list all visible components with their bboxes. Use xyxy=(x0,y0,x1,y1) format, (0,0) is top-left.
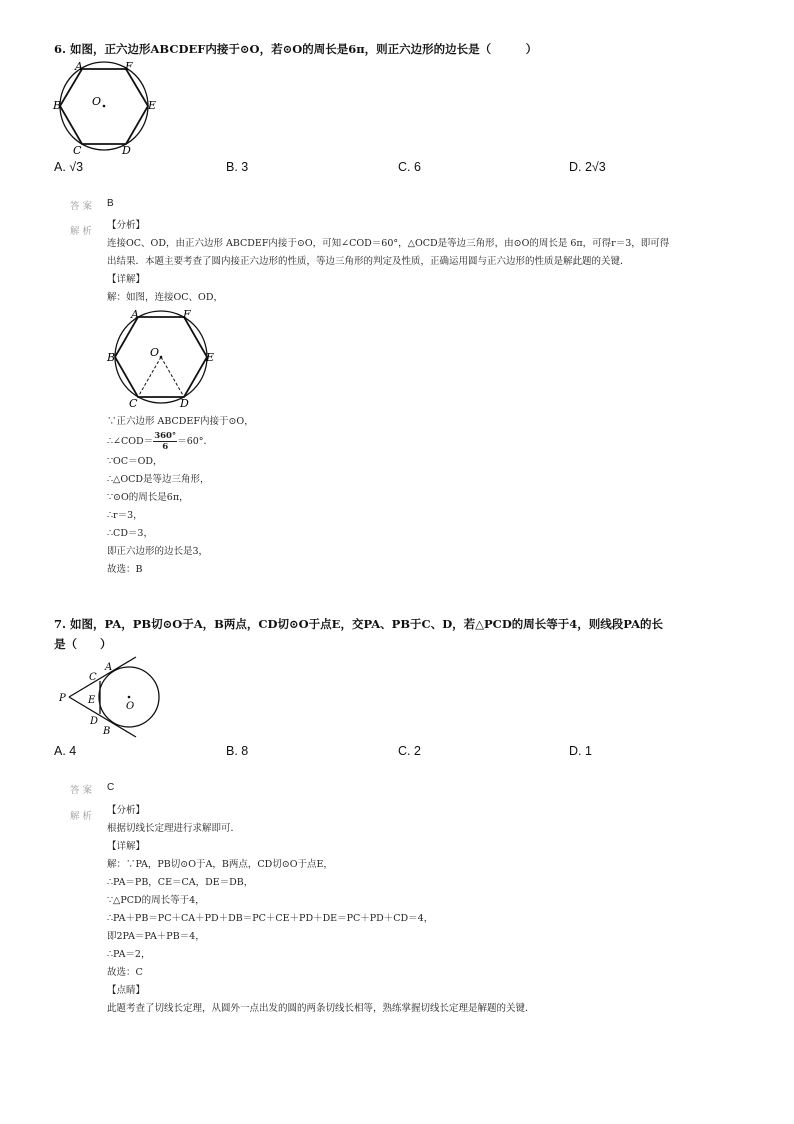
fraction-denominator: 6 xyxy=(162,442,169,452)
q6-analysis-label: 解析 xyxy=(70,226,96,237)
label-E: E xyxy=(206,351,215,364)
q6-line: 故选：B xyxy=(107,564,143,575)
q6-line: ∴△OCD是等边三角形， xyxy=(107,474,210,485)
q7-option-a: A. 4 xyxy=(54,744,77,758)
q7-line: 故选：C xyxy=(107,967,143,978)
label-C: C xyxy=(73,144,82,157)
q7-analysis-label: 解析 xyxy=(70,811,96,822)
label-F: F xyxy=(125,60,133,73)
q6-solution-figure xyxy=(106,305,218,409)
q7-answer-label: 答案 xyxy=(70,785,96,796)
q6-answer-value: B xyxy=(107,198,114,209)
q7-line: 解：∵PA，PB切⊙O于A，B两点，CD切⊙O于点E， xyxy=(107,859,333,870)
q7-line: ∵△PCD的周长等于4， xyxy=(107,895,205,906)
label-C: C xyxy=(89,672,97,683)
q6-line: 即正六边形的边长是3， xyxy=(107,546,209,557)
q6-line: ∴CD＝3， xyxy=(107,528,153,539)
q6-analysis-block xyxy=(107,217,669,307)
q6-stem: 6. 如图，正六边形ABCDEF内接于⊙O，若⊙O的周长是6π，则正六边形的边长是（ ） xyxy=(54,42,538,56)
q7-option-c: C. 2 xyxy=(398,744,421,758)
q7-option-b: B. 8 xyxy=(226,744,249,758)
q6-option-b: B. 3 xyxy=(226,160,249,174)
q6-line: 【分析】 xyxy=(107,220,146,231)
label-D: D xyxy=(122,144,131,157)
q7-option-d: D. 1 xyxy=(569,744,592,758)
label-P: P xyxy=(59,693,66,704)
q6-line-part: ＝60°． xyxy=(177,436,214,447)
q6-option-a: A. √3 xyxy=(54,160,84,174)
q7-line: ∴PA＝PB，CE＝CA，DE＝DB， xyxy=(107,877,254,888)
q6-line: 【详解】 xyxy=(107,274,146,285)
label-D: D xyxy=(180,397,189,409)
q6-line: ∵OC＝OD， xyxy=(107,456,163,467)
q7-line: 【详解】 xyxy=(107,841,146,852)
label-F: F xyxy=(183,308,191,321)
label-O: O xyxy=(92,95,102,108)
q6-detail-block xyxy=(107,413,254,579)
q6-line-fraction xyxy=(107,431,254,453)
q7-tangent-figure xyxy=(56,650,168,742)
q7-line: 【点睛】 xyxy=(107,985,146,996)
label-O: O xyxy=(150,346,160,359)
q6-hexagon-figure xyxy=(52,58,162,158)
q6-answer-label: 答案 xyxy=(70,201,96,212)
q7-analysis-block xyxy=(107,802,535,1018)
label-O: O xyxy=(126,701,135,712)
q7-line: ∴PA＝2， xyxy=(107,949,151,960)
q6-line: ∵⊙O的周长是6π， xyxy=(107,492,189,503)
q6-line: ∵正六边形 ABCDEF内接于⊙O， xyxy=(107,416,254,427)
label-E: E xyxy=(88,695,96,706)
label-A: A xyxy=(75,60,83,73)
q6-line: ∴r＝3， xyxy=(107,510,143,521)
label-A: A xyxy=(105,662,113,673)
q6-line: 出结果．本题主要考查了圆内接正六边形的性质，等边三角形的判定及性质，正确运用圆与正六边形的性质是解此题的关键． xyxy=(107,256,630,267)
label-A: A xyxy=(131,308,139,321)
label-B: B xyxy=(107,351,116,364)
fraction-numerator: 360° xyxy=(154,431,177,441)
q7-stem-line1: 7. 如图，PA，PB切⊙O于A，B两点，CD切⊙O于点E，交PA、PB于C、D，若△PCD的周长等于4，则线段PA的长 xyxy=(54,617,664,631)
q7-line: 【分析】 xyxy=(107,805,146,816)
q7-line: 根据切线长定理进行求解即可． xyxy=(107,823,241,834)
label-B: B xyxy=(103,726,111,737)
label-B: B xyxy=(53,99,62,112)
q6-line-part: ∴∠COD＝ xyxy=(107,436,154,447)
label-E: E xyxy=(148,99,157,112)
q7-line: 此题考查了切线长定理，从圆外一点出发的圆的两条切线长相等，熟练掌握切线长定理是解题的关键． xyxy=(107,1003,535,1014)
q7-line: 即2PA＝PA＋PB＝4， xyxy=(107,931,205,942)
q7-stem-line2: 是（ ） xyxy=(54,637,112,651)
q7-answer-value: C xyxy=(107,782,115,793)
q6-option-c: C. 6 xyxy=(398,160,421,174)
q6-option-d: D. 2√3 xyxy=(569,160,606,174)
q6-line: 连接OC、OD，由正六边形 ABCDEF内接于⊙O，可知∠COD＝60°，△OCD是等边三角形，由⊙O的周长是 6π，可得r＝3，即可得 xyxy=(107,238,670,249)
label-C: C xyxy=(129,397,138,409)
fraction xyxy=(153,431,177,452)
q6-line: 解：如图，连接OC、OD， xyxy=(107,292,223,303)
q7-line: ∴PA＋PB＝PC＋CA＋PD＋DB＝PC＋CE＋PD＋DE＝PC＋PD＋CD＝4， xyxy=(107,913,434,924)
label-D: D xyxy=(90,716,99,727)
